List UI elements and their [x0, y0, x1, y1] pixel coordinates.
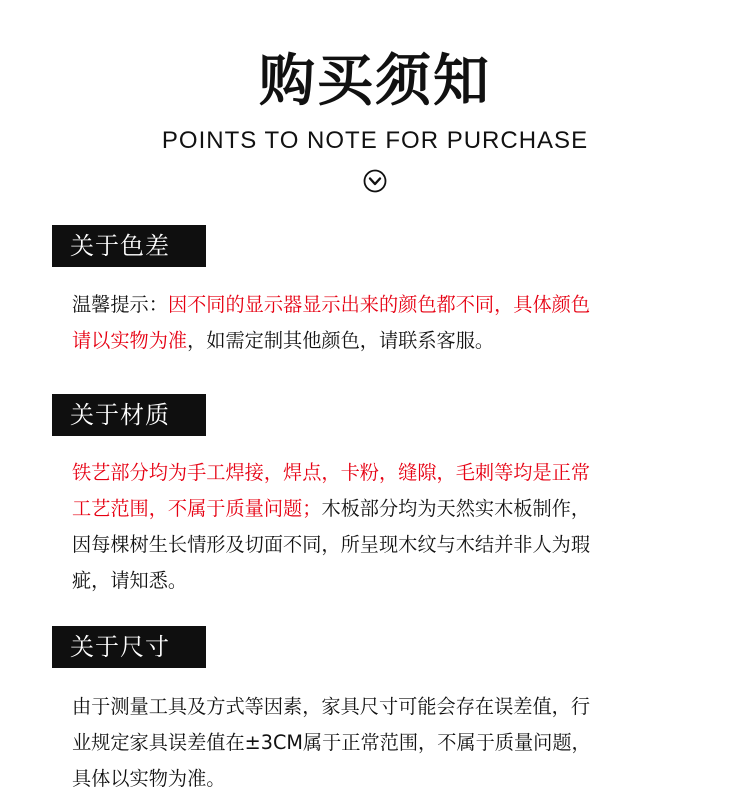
section-body-size [72, 689, 702, 797]
text-run: 木板部分均为天然实木板制作， [321, 497, 591, 520]
emphasis-text-run: 请以实物为准 [72, 329, 188, 352]
text-line [72, 287, 702, 323]
text-line [72, 527, 702, 563]
text-line [72, 455, 702, 491]
text-run: 具体以实物为准。 [72, 767, 226, 790]
text-run: 业规定家具误差值在±3CM属于正常范围，不属于质量问题， [72, 731, 591, 754]
text-line [72, 491, 702, 527]
section-body-color-difference [72, 287, 702, 359]
text-run: ，如需定制其他颜色，请联系客服。 [187, 329, 495, 352]
page-subtitle: POINTS TO NOTE FOR PURCHASE [161, 127, 589, 154]
text-line [72, 725, 702, 761]
text-run: 疵，请知悉。 [72, 569, 188, 592]
section-body-material [72, 455, 702, 599]
text-run: 温馨提示： [72, 293, 168, 316]
text-run: 由于测量工具及方式等因素，家具尺寸可能会存在误差值，行 [72, 695, 591, 718]
page-title: 购买须知 [259, 49, 491, 114]
text-line [72, 323, 702, 359]
section-tag-material: 关于材质 [52, 394, 206, 436]
section-tag-size: 关于尺寸 [52, 626, 206, 668]
emphasis-text-run: 铁艺部分均为手工焊接，焊点，卡粉，缝隙，毛刺等均是正常 [72, 461, 591, 484]
chevron-down-circle-icon [363, 169, 387, 193]
text-line [72, 689, 702, 725]
emphasis-text-run: 因不同的显示器显示出来的颜色都不同，具体颜色 [167, 293, 591, 316]
emphasis-text-run: 工艺范围，不属于质量问题； [72, 497, 322, 520]
section-tag-color-difference: 关于色差 [52, 225, 206, 267]
text-line [72, 563, 702, 599]
text-line [72, 761, 702, 797]
text-run: 因每棵树生长情形及切面不同，所呈现木纹与木结并非人为瑕 [72, 533, 591, 556]
